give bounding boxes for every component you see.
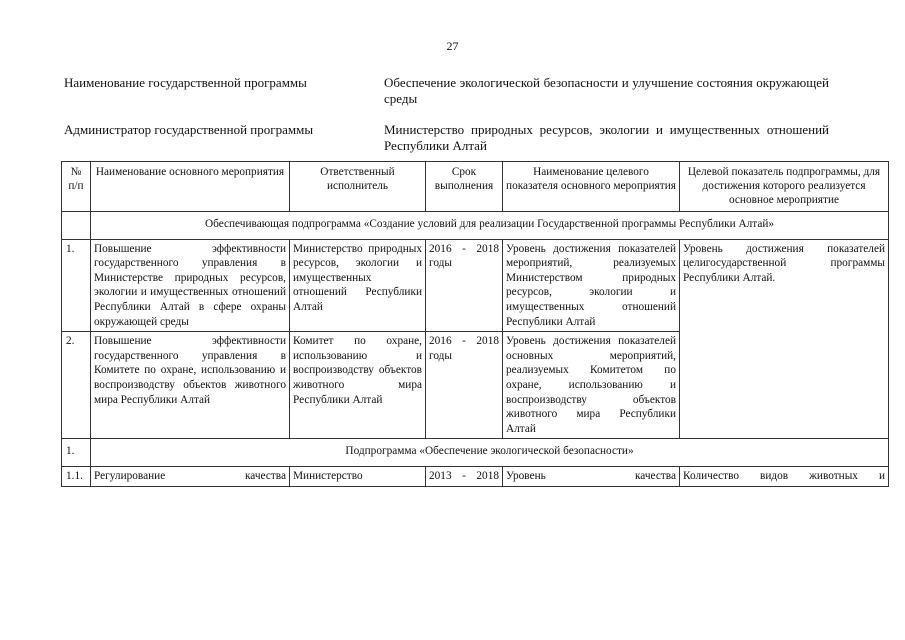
row11-executor: Министерство xyxy=(290,466,426,486)
table-row xyxy=(62,466,889,486)
row2-executor: Комитет по охране, использованию и воспроизводству объектов животного мира Республики Алтай xyxy=(290,332,426,439)
row1-activity: Повышение эффективности государственного управления в Министерстве природных ресурсов, экологии и имущественных отношений Республики Алтай в сфере охраны окружающей среды xyxy=(91,239,290,332)
row11-activity: Регулирование качества xyxy=(91,466,290,486)
row11-num: 1.1. xyxy=(62,466,91,486)
header-target: Целевой показатель подпрограммы, для достижения которого реализуется основное мероприятие xyxy=(680,162,889,212)
section-support-title: Обеспечивающая подпрограмма «Создание условий для реализации Государственной программы Республики Алтай» xyxy=(91,212,889,240)
section-support-num xyxy=(62,212,91,240)
row11-indicator: Уровень качества xyxy=(503,466,680,486)
section-1-row xyxy=(62,439,889,467)
administrator-value: Министерство природных ресурсов, экологии и имущественных отношений Республики Алтай xyxy=(384,122,829,153)
administrator-label: Администратор государственной программы xyxy=(64,122,314,137)
program-name-value: Обеспечение экологической безопасности и улучшение состояния окружающей среды xyxy=(384,75,829,106)
section1-title: Подпрограмма «Обеспечение экологической безопасности» xyxy=(91,439,889,467)
page-number: 27 xyxy=(446,39,459,53)
row1-num: 1. xyxy=(62,239,91,332)
header-indicator: Наименование целевого показателя основного мероприятия xyxy=(503,162,680,212)
header-term: Срок выполнения xyxy=(426,162,503,212)
row1-target: Уровень достижения показателей целигосударственной программы Республики Алтай. xyxy=(680,239,889,439)
row11-target: Количество видов животных и xyxy=(680,466,889,486)
activities-table xyxy=(61,161,889,487)
row1-term: 2016 - 2018 годы xyxy=(426,239,503,332)
header-num: № п/п xyxy=(62,162,91,212)
program-name-label: Наименование государственной программы xyxy=(64,75,307,90)
row11-term: 2013 - 2018 xyxy=(426,466,503,486)
row2-num: 2. xyxy=(62,332,91,439)
row1-executor: Министерство природных ресурсов, экологии и имущественных отношений Республики Алтай xyxy=(290,239,426,332)
row2-indicator: Уровень достижения показателей основных мероприятий, реализуемых Комитетом по охране, использованию и воспроизводству объектов животного мира Республики Алтай xyxy=(503,332,680,439)
row2-term: 2016 - 2018 годы xyxy=(426,332,503,439)
row2-activity: Повышение эффективности государственного управления в Комитете по охране, использованию и воспроизводству объектов животного мира Республики Алтай xyxy=(91,332,290,439)
section1-num: 1. xyxy=(62,439,91,467)
row1-indicator: Уровень достижения показателей мероприятий, реализуемых Министерством природных ресурсов, экологии и имущественных отношений Республики Алтай xyxy=(503,239,680,332)
section-support-row xyxy=(62,212,889,240)
table-header-row xyxy=(62,162,889,212)
header-executor: Ответственный исполнитель xyxy=(290,162,426,212)
header-activity: Наименование основного мероприятия xyxy=(91,162,290,212)
table-row xyxy=(62,239,889,332)
